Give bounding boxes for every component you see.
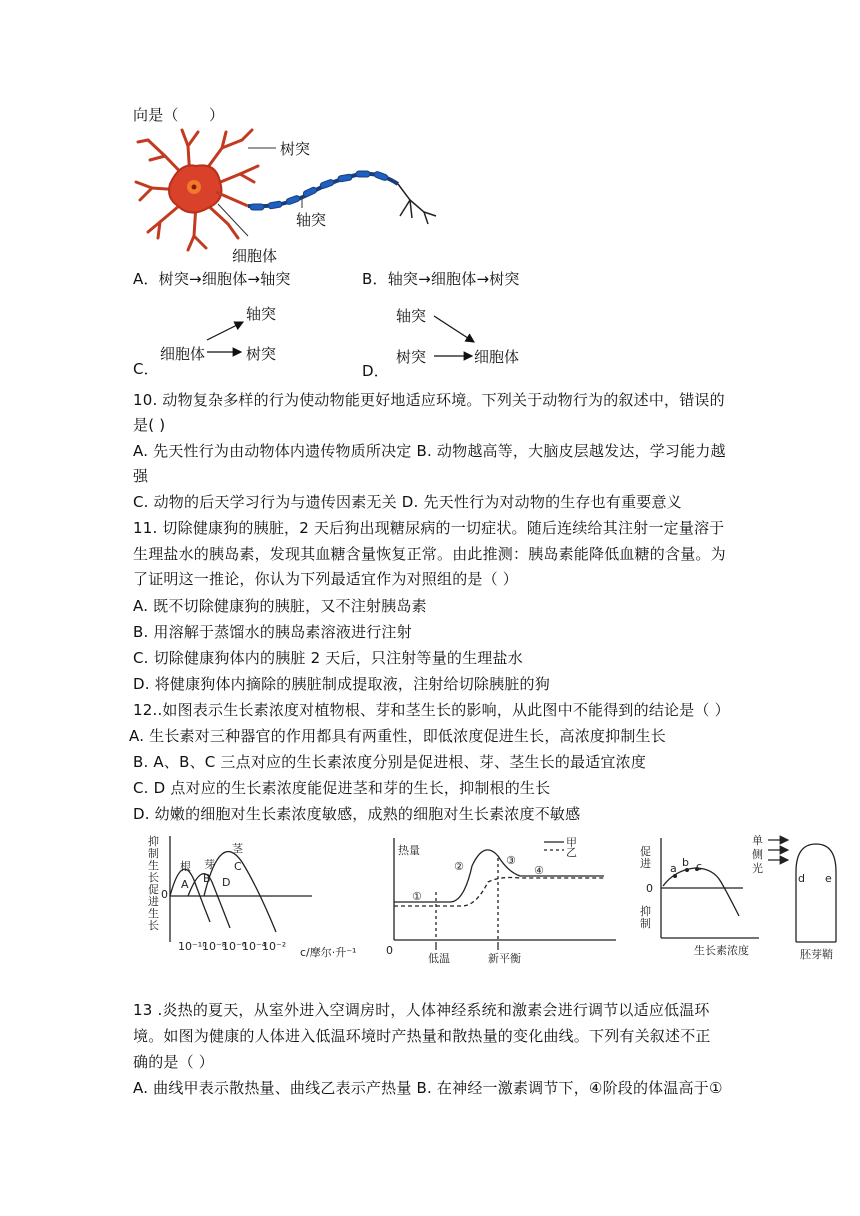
- fig3-xlabel: 生长素浓度: [694, 944, 749, 957]
- q11-option-a: A. 既不切除健康狗的胰脏，又不注射胰岛素: [133, 597, 427, 615]
- q10-line3: A. 先天性行为由动物体内遗传物质所决定 B. 动物越高等，大脑皮层越发达，学习能力越: [133, 442, 726, 460]
- fig4-side-e: e: [825, 872, 832, 885]
- q10-line1: 10. 动物复杂多样的行为使动物能更好地适应环境。下列关于动物行为的叙述中，错误的: [133, 391, 725, 409]
- fig2-ylabel: 热量: [398, 844, 420, 857]
- q12-option-a: A. 生长素对三种器官的作用都具有两重性，即低浓度促进生长，高浓度抑制生长: [129, 727, 666, 745]
- q9-stem-tail: 向是（ ）: [133, 106, 225, 124]
- q9-c-soma: 细胞体: [160, 345, 206, 363]
- q12-option-d: D. 幼嫩的细胞对生长素浓度敏感，成熟的细胞对生长素浓度不敏感: [133, 805, 581, 823]
- q9-d-dendrite: 树突: [396, 348, 427, 366]
- fig1-bud: 芽: [204, 858, 215, 871]
- fig1-tick-3: 10⁻⁶: [222, 940, 247, 953]
- fig1-point-d: D: [222, 876, 231, 889]
- fig1-xlabel: c/摩尔·升⁻¹: [300, 946, 357, 959]
- fig1-tick-5: 10⁻²: [262, 940, 287, 953]
- figure-coleoptile: [760, 832, 850, 944]
- q10-line4: 强: [133, 467, 149, 485]
- q9-option-a: A．树突→细胞体→轴突: [133, 270, 291, 288]
- fig2-legend-jia: 甲: [566, 836, 577, 849]
- fig1-point-b: B: [203, 872, 211, 885]
- fig2-stage-3: ③: [506, 854, 516, 867]
- fig3-origin: 0: [646, 882, 653, 895]
- q10-line5: C. 动物的后天学习行为与遗传因素无关 D. 先天性行为对动物的生存也有重要意义: [133, 493, 682, 511]
- q13-line4: A. 曲线甲表示散热量、曲线乙表示产热量 B. 在神经一激素调节下，④阶段的体温高于①: [133, 1079, 723, 1097]
- q9-c-axon: 轴突: [246, 305, 277, 323]
- dendrite-label: 树突: [280, 140, 311, 158]
- fig4-light-label: 单侧光: [752, 834, 763, 875]
- fig3-y-promote: 促进: [640, 845, 651, 870]
- fig2-x-low-temp: 低温: [428, 952, 450, 965]
- fig1-point-a: A: [181, 878, 189, 891]
- q9-option-c-prefix: C．: [133, 360, 159, 378]
- fig1-origin: 0: [161, 888, 168, 901]
- q11-option-d: D. 将健康狗体内摘除的胰脏制成提取液，注射给切除胰脏的狗: [133, 675, 550, 693]
- fig2-legend-yi: 乙: [566, 846, 577, 859]
- q13-line3: 确的是（ ）: [133, 1053, 214, 1071]
- q13-line1: 13 .炎热的夏天，从室外进入空调房时，人体神经系统和激素会进行调节以适应低温环: [133, 1001, 710, 1019]
- fig2-stage-1: ①: [412, 890, 422, 903]
- fig3-point-a: a: [670, 862, 677, 875]
- q11-option-c: C. 切除健康狗体内的胰脏 2 天后，只注射等量的生理盐水: [133, 649, 523, 667]
- q12-line1: 12..如图表示生长素浓度对植物根、芽和茎生长的影响，从此图中不能得到的结论是（ ）: [133, 701, 730, 719]
- fig2-stage-4: ④: [534, 864, 544, 877]
- fig1-stem: 茎: [232, 842, 243, 855]
- q9-d-arrows: [430, 312, 480, 362]
- q10-line2: 是( ): [133, 416, 166, 434]
- soma-label: 细胞体: [232, 247, 278, 265]
- fig1-ylabel: 抑制生长 促进生长: [148, 835, 159, 932]
- fig1-tick-1: 10⁻¹⁰: [178, 940, 207, 953]
- axon-label: 轴突: [296, 211, 327, 229]
- fig3-point-c: c: [696, 860, 703, 873]
- figure-auxin-curve: [655, 836, 765, 946]
- fig3-y-inhibit: 抑制: [640, 905, 651, 930]
- q11-option-b: B. 用溶解于蒸馏水的胰岛素溶液进行注射: [133, 623, 412, 641]
- fig2-stage-2: ②: [454, 860, 464, 873]
- q9-option-d-prefix: D．: [362, 362, 389, 380]
- q13-line2: 境。如图为健康的人体进入低温环境时产热量和散热量的变化曲线。下列有关叙述不正: [133, 1027, 711, 1045]
- q9-d-soma: 细胞体: [474, 348, 520, 366]
- figure-heat-curves: [390, 836, 620, 956]
- fig1-tick-2: 10⁻⁸: [202, 940, 227, 953]
- q12-option-c: C. D 点对应的生长素浓度能促进茎和芽的生长，抑制根的生长: [133, 779, 551, 797]
- fig4-caption: 胚芽鞘: [800, 948, 833, 961]
- q9-option-b: B．轴突→细胞体→树突: [362, 270, 520, 288]
- fig3-point-b: b: [682, 856, 689, 869]
- fig1-tick-4: 10⁻⁴: [242, 940, 267, 953]
- q9-d-axon: 轴突: [396, 307, 427, 325]
- fig1-root: 根: [180, 860, 191, 873]
- fig2-x-new-balance: 新平衡: [488, 952, 521, 965]
- q11-line2: 生理盐水的胰岛素，发现其血糖含量恢复正常。由此推测：胰岛素能降低血糖的含量。为: [133, 545, 726, 563]
- q11-line1: 11. 切除健康狗的胰脏，2 天后狗出现糖尿病的一切症状。随后连续给其注射一定量溶于: [133, 519, 725, 537]
- q12-option-b: B. A、B、C 三点对应的生长素浓度分别是促进根、芽、茎生长的最适宜浓度: [133, 753, 647, 771]
- q9-c-arrows: [205, 310, 250, 360]
- q9-c-dendrite: 树突: [246, 345, 277, 363]
- fig1-point-c: C: [234, 860, 242, 873]
- fig4-side-d: d: [798, 872, 805, 885]
- fig2-origin: 0: [386, 944, 393, 957]
- q11-line3: 了证明这一推论，你认为下列最适宜作为对照组的是（ ）: [133, 570, 518, 588]
